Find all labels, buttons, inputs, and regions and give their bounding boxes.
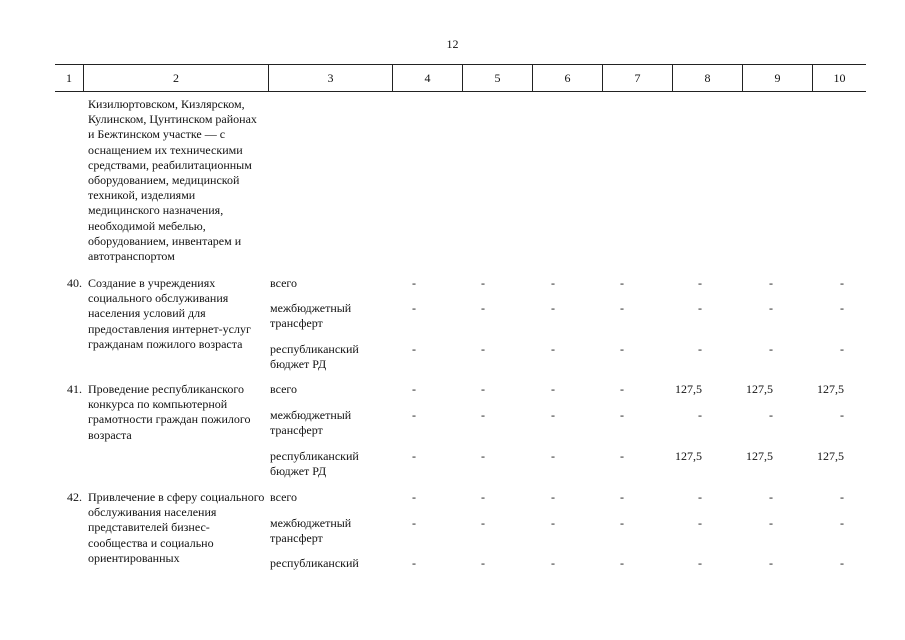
header-col-1: 1 — [66, 71, 72, 85]
value-cell: - — [412, 516, 416, 530]
row-number: 41. — [67, 382, 82, 396]
value-cell: - — [481, 490, 485, 504]
value-cell: 127,5 — [746, 382, 773, 396]
value-cell: - — [620, 408, 624, 422]
value-cell: - — [551, 301, 555, 315]
value-cell: - — [412, 490, 416, 504]
row-number: 40. — [67, 276, 82, 290]
value-cell: - — [698, 408, 702, 422]
funding-source: межбюджетный трансферт — [270, 301, 352, 331]
funding-source: межбюджетный трансферт — [270, 408, 352, 438]
header-col-3: 3 — [268, 65, 392, 91]
header-col-8: 8 — [672, 65, 742, 91]
table-header — [55, 64, 866, 92]
value-cell: - — [769, 342, 773, 356]
value-cell: - — [769, 490, 773, 504]
value-cell: - — [698, 342, 702, 356]
value-cell: - — [412, 276, 416, 290]
value-cell: - — [620, 449, 624, 463]
value-cell: - — [551, 382, 555, 396]
value-cell: - — [551, 342, 555, 356]
value-cell: - — [769, 276, 773, 290]
header-col-9: 9 — [742, 65, 812, 91]
value-cell: 127,5 — [746, 449, 773, 463]
row-number: 42. — [67, 490, 82, 504]
value-cell: - — [412, 556, 416, 570]
funding-source: республиканский — [270, 556, 359, 570]
value-cell: 127,5 — [675, 449, 702, 463]
value-cell: - — [412, 449, 416, 463]
value-cell: - — [481, 516, 485, 530]
value-cell: - — [698, 490, 702, 504]
value-cell: - — [769, 408, 773, 422]
value-cell: - — [698, 301, 702, 315]
header-col-5: 5 — [462, 65, 532, 91]
header-col-4: 4 — [392, 65, 462, 91]
row-description: Проведение республиканского конкурса по компьютерной грамотности граждан пожилого возраста — [88, 382, 251, 442]
value-cell: - — [551, 556, 555, 570]
row-description: Привлечение в сферу социального обслуживания населения представителей бизнес-сообщества и социально ориентированных — [88, 490, 265, 565]
value-cell: - — [620, 301, 624, 315]
funding-source: республиканский бюджет РД — [270, 449, 359, 479]
header-col-2: 2 — [83, 65, 268, 91]
value-cell: - — [412, 408, 416, 422]
funding-source: всего — [270, 382, 298, 396]
value-cell: - — [481, 301, 485, 315]
value-cell: - — [551, 276, 555, 290]
value-cell: - — [481, 342, 485, 356]
value-cell: - — [620, 382, 624, 396]
funding-source: всего — [270, 490, 298, 504]
value-cell: - — [412, 301, 416, 315]
value-cell: - — [620, 342, 624, 356]
value-cell: - — [698, 556, 702, 570]
value-cell: 127,5 — [817, 449, 844, 463]
funding-source: республиканский бюджет РД — [270, 342, 359, 372]
value-cell: - — [412, 382, 416, 396]
intro-text: Кизилюртовском, Кизлярском, Кулинском, Цунтинском районах и Бежтинском участке — с оснащением их техническими средствами, реабилитационным оборудованием, медицинской техникой, изделиями медицинского назначения, необходимой мебелью, оборудованием, инвентарем и автотранспортом — [88, 97, 257, 264]
value-cell: - — [840, 516, 844, 530]
row-description: Создание в учреждениях социального обслуживания населения условий для предоставления интернет-услуг гражданам пожилого возраста — [88, 276, 251, 351]
page-number: 12 — [446, 37, 459, 51]
funding-source: межбюджетный трансферт — [270, 516, 352, 546]
value-cell: - — [840, 276, 844, 290]
value-cell: - — [481, 408, 485, 422]
value-cell: - — [620, 516, 624, 530]
value-cell: - — [551, 490, 555, 504]
value-cell: - — [551, 516, 555, 530]
header-col-10: 10 — [812, 65, 866, 91]
value-cell: - — [481, 556, 485, 570]
value-cell: - — [481, 382, 485, 396]
value-cell: - — [698, 276, 702, 290]
value-cell: - — [769, 516, 773, 530]
value-cell: - — [481, 449, 485, 463]
value-cell: - — [769, 301, 773, 315]
value-cell: - — [769, 556, 773, 570]
value-cell: - — [620, 556, 624, 570]
value-cell: - — [412, 342, 416, 356]
value-cell: - — [481, 276, 485, 290]
value-cell: - — [840, 408, 844, 422]
funding-source: всего — [270, 276, 298, 290]
value-cell: - — [840, 490, 844, 504]
value-cell: - — [840, 342, 844, 356]
value-cell: - — [620, 276, 624, 290]
value-cell: - — [698, 516, 702, 530]
value-cell: - — [551, 408, 555, 422]
value-cell: - — [840, 556, 844, 570]
value-cell: 127,5 — [817, 382, 844, 396]
value-cell: - — [840, 301, 844, 315]
value-cell: - — [620, 490, 624, 504]
header-col-6: 6 — [532, 65, 602, 91]
value-cell: 127,5 — [675, 382, 702, 396]
header-col-7: 7 — [602, 65, 672, 91]
value-cell: - — [551, 449, 555, 463]
